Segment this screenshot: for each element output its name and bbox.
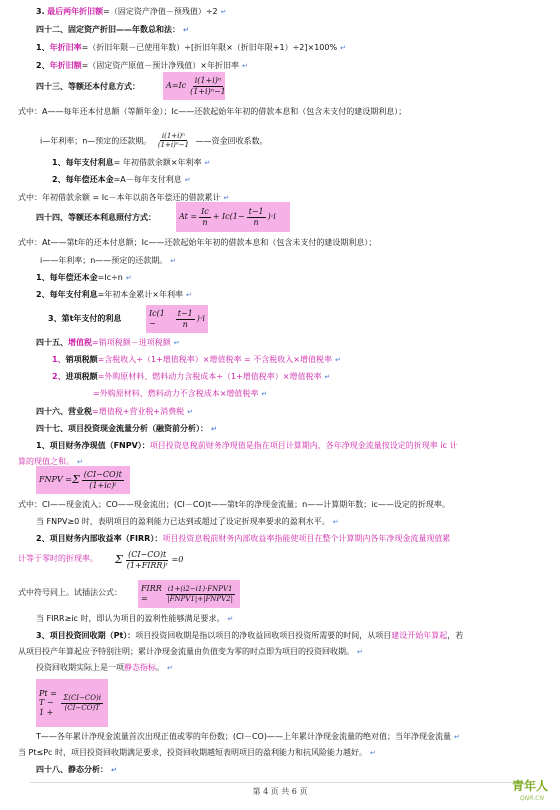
sigma-symbol: Σ — [71, 473, 80, 487]
item-term: 销项税额 — [65, 355, 98, 364]
section-43-heading — [36, 82, 140, 92]
interest-year-t-formula — [146, 305, 208, 333]
line-text: 式中：CI——现金流入；CO——现金流出；(CI－CO)t——第t年的净现金流量；n——计算期年数；ic——设定的折现率。 — [18, 500, 450, 509]
fraction-denominator: n — [253, 217, 259, 227]
formula-lhs: Ic(1 − — [149, 309, 165, 328]
line-output-tax — [52, 355, 341, 365]
heading-text: 四十七、项目投资现金流量分析（融资前分析）： — [36, 424, 208, 433]
return-icon: ↵ — [170, 257, 177, 265]
item-number: 1、 — [52, 355, 66, 364]
return-icon: ↵ — [261, 390, 268, 398]
return-icon: ↵ — [340, 44, 346, 52]
return-icon: ↵ — [334, 356, 341, 364]
section-44-heading — [36, 213, 156, 223]
item-text: =（固定资产原值－预计净残值）×年折旧率 — [81, 61, 239, 70]
fraction-denominator: (1+FIRR)ᵗ — [126, 560, 168, 570]
formula-fraction — [61, 694, 103, 712]
item-number: 2、 — [36, 534, 50, 543]
line-fnpv-notation — [18, 500, 450, 510]
item-number: 1、 — [36, 43, 50, 52]
line-payback-criterion — [18, 748, 376, 758]
line-text: T——各年累计净现金流量首次出现正值或零的年份数；(CI－CO)——上年累计净现金流量的绝对值；当年净现金流量 — [36, 732, 451, 741]
line-annuity-notation — [18, 107, 406, 117]
item-number: 1、 — [52, 158, 66, 167]
item-term: 项目财务内部收益率（FIRR）： — [49, 534, 163, 543]
footer-divider — [30, 782, 530, 783]
return-icon: ↵ — [187, 408, 193, 416]
line-text: =外购原材料、燃料动力不含税成本×增值税率 — [93, 389, 259, 398]
fraction-denominator: n — [182, 319, 188, 329]
return-icon: ↵ — [332, 518, 339, 526]
item-number: 2、 — [36, 61, 50, 70]
line-last-two-year-depreciation — [36, 7, 227, 17]
item-text: 项目投资息税前财务内部收益率指能使项目在整个计算期内各年净现金流量现值累 — [162, 534, 451, 543]
line-input-tax-alt — [93, 389, 267, 399]
return-icon: ↵ — [211, 425, 217, 433]
item-number: 2、 — [52, 372, 66, 381]
item-number: 2、 — [52, 175, 66, 184]
page-footer — [0, 787, 560, 797]
section-45-heading — [36, 338, 180, 348]
fraction-numerator: Σ(CI−CO)i — [63, 694, 101, 703]
line-text: i——年利率；n——预定的还款期。 — [40, 256, 168, 265]
formula-tail: )·i — [267, 212, 276, 222]
line-payback-notation — [36, 732, 460, 742]
annuity-formula — [163, 72, 225, 100]
return-icon: ↵ — [183, 26, 189, 34]
fraction-denominator: (CI−CO)T — [64, 703, 100, 712]
item-term: 项目财务净现值（FNPV）： — [49, 441, 150, 450]
return-icon: ↵ — [204, 159, 211, 167]
logo-subtext: QNR.CN — [520, 795, 544, 802]
line-firr-criterion — [36, 614, 233, 624]
line-payback-definition-cont — [18, 647, 363, 657]
line-fnpv-criterion — [36, 517, 339, 527]
line-rate-and-period — [40, 256, 176, 266]
formula-rhs: =0 — [171, 555, 184, 565]
item-term: 年折旧率 — [49, 43, 82, 52]
item-text: =（折旧年限－已使用年数）÷[折旧年限×（折旧年限+1）÷2]×100% — [81, 43, 338, 52]
formula-fraction — [165, 585, 235, 603]
fraction-numerator: (CI−CO)t — [83, 469, 122, 479]
item-text: 项目投资回收期是指以项目的净收益回收项目投资所需要的时间，从项目 — [135, 631, 392, 640]
line-principal-per-year — [36, 273, 132, 283]
return-icon: ↵ — [77, 458, 83, 466]
heading-text: 四十四、等额还本利息照付方式： — [36, 213, 156, 222]
item-text: =含税收入÷（1+增值税率）×增值税率 = 不含税收入×增值税率 — [97, 355, 332, 364]
return-icon: ↵ — [369, 749, 376, 757]
line-text: 计等于零时的折现率。 — [18, 554, 98, 563]
item-highlight: 建设开始年算起 — [391, 631, 448, 640]
item-text: =外购原材料、燃料动力含税成本÷（1+增值税率）×增值税率 — [97, 372, 322, 381]
item-number: 3. — [36, 7, 45, 16]
section-46-heading — [36, 407, 193, 417]
line-text: 投资回收期实际上是一项 — [36, 663, 124, 672]
item-number: 1、 — [36, 273, 50, 282]
line-text-tail: 。 — [156, 663, 164, 672]
fraction-numerator: i(1+i)ⁿ — [194, 75, 222, 85]
line-text: 式中符号同上。试插法公式： — [18, 588, 122, 597]
fraction-numerator: (CI−CO)t — [128, 549, 167, 559]
line-static-indicator — [36, 663, 173, 673]
firr-formula — [112, 546, 202, 574]
formula-middle: + Ic(1− — [212, 212, 245, 222]
item-term: 进项税额 — [65, 372, 98, 381]
formula-tail: )·i — [196, 314, 205, 324]
formula-lhs: At = — [179, 212, 198, 222]
item-term: 每年支付利息 — [49, 290, 98, 299]
item-text: =（固定资产净值－预残值）÷2 — [103, 7, 218, 16]
item-text: =Ic÷n — [97, 273, 123, 282]
formula-lhs: Pt = T − 1 + — [39, 688, 57, 717]
heading-definition: =增值税+营业税+消费税 — [92, 407, 185, 416]
line-fnpv-definition — [36, 441, 458, 451]
item-term: 每年偿还本金 — [65, 175, 114, 184]
return-icon: ↵ — [357, 648, 363, 656]
sigma-symbol: Σ — [115, 553, 123, 567]
line-text: 算的现值之和。 — [18, 457, 74, 466]
item-term: 每年偿还本金 — [49, 273, 98, 282]
fraction-numerator: t−1 — [177, 308, 193, 318]
return-icon: ↵ — [167, 664, 173, 672]
item-number: 1、 — [36, 441, 50, 450]
line-text: i—年利率；n—预定的还款期。 — [40, 136, 152, 146]
line-highlight: 静态指标 — [124, 663, 156, 672]
fraction-denominator: n — [202, 217, 208, 227]
formula-lhs: A=Ic — [166, 81, 187, 91]
line-text: 式中：A——每年还本付息额（等额年金）；Ic——还款起始年年初的借款本息和（包含未支付的建设期利息）； — [18, 107, 407, 116]
formula-lhs: FIRR = — [141, 584, 162, 603]
item-term: 每年支付利息 — [65, 158, 114, 167]
line-interest-per-year — [36, 290, 192, 300]
line-firr-definition — [36, 534, 450, 544]
item-number: 2、 — [36, 290, 50, 299]
formula-lhs: FNPV = — [39, 475, 72, 485]
item-number: 3、 — [36, 631, 50, 640]
return-icon: ↵ — [241, 62, 248, 70]
line-payback-definition — [36, 631, 463, 641]
section-47-heading — [36, 424, 217, 434]
item-term: 年折旧额 — [49, 61, 82, 70]
item-text: 项目投资息税前财务净现值是指在项目计算期内，各年净现金流量按设定的折现率 ic 计 — [149, 441, 458, 450]
line-interpolation — [18, 588, 122, 598]
heading-definition: =销项税额－进项税额 — [92, 338, 171, 347]
fraction-denominator: (1+i)ⁿ−1 — [190, 86, 226, 96]
item-term: 最后两年折旧额 — [47, 7, 104, 16]
logo-text: 青年人 — [512, 779, 549, 793]
line-annual-depreciation-amount — [36, 61, 248, 71]
return-icon: ↵ — [125, 274, 132, 282]
return-icon: ↵ — [111, 766, 117, 774]
fnpv-formula — [36, 466, 130, 494]
item-text: =年初本金累计×年利率 — [97, 290, 183, 299]
fraction-denominator: |FNPV1|+|FNPV2| — [167, 594, 233, 603]
item-term: 第t年支付的利息 — [61, 314, 122, 323]
equal-principal-formula — [176, 202, 290, 232]
return-icon: ↵ — [173, 339, 180, 347]
line-firr-definition-cont — [18, 554, 98, 564]
line-equal-principal-notation — [18, 238, 376, 248]
formula-fraction — [188, 76, 228, 96]
formula-fraction-ic-n — [199, 207, 211, 227]
line-text-after: ——资金回收系数。 — [195, 136, 268, 146]
line-text: 从项目投产年算起应予特别注明；累计净现金流量由负值变为零的时点即为项目的投资回收期。 — [18, 647, 354, 656]
line-interest-year-t — [48, 314, 121, 324]
line-text: 式中：年初借款余额 = Ic－本年以前各年偿还的借款累计 — [18, 193, 221, 202]
site-logo — [512, 779, 548, 793]
formula-fraction-t-n — [176, 309, 195, 329]
line-text: 式中：At——第t年的还本付息额；Ic——还款起始年年初的借款本息和（包含未支付的建设期利息）； — [18, 238, 377, 247]
heading-text: 四十二、固定资产折旧——年数总和法： — [36, 25, 180, 34]
formula-fraction-t-n — [247, 207, 266, 227]
site-logo-sub — [520, 795, 544, 802]
item-number: 3、 — [48, 314, 62, 323]
item-text: = 年初借款余额×年利率 — [113, 158, 202, 167]
fraction-numerator: i(1+i)ⁿ — [161, 132, 185, 140]
return-icon: ↵ — [184, 176, 191, 184]
item-text-tail: ，若 — [447, 631, 464, 640]
fraction-numerator: Ic — [201, 206, 209, 216]
line-capital-recovery — [40, 132, 268, 150]
section-48-heading — [36, 765, 117, 775]
return-icon: ↵ — [227, 615, 234, 623]
line-input-tax — [52, 372, 330, 382]
line-text: 当 FIRR≥ic 时，即认为项目的盈利性能够满足要求。 — [36, 614, 225, 623]
line-text: 当 Pt≤Pc 时，项目投资回收期满足要求，投资回收期越短表明项目的盈利能力和抗风险能力越好。 — [18, 748, 367, 757]
formula-fraction — [82, 470, 124, 490]
fraction-numerator: t−1 — [248, 206, 264, 216]
line-annual-interest — [52, 158, 210, 168]
line-text: 当 FNPV≥0 时，表明项目的盈利能力已达到或超过了设定折现率要求的盈利水平。 — [36, 517, 330, 526]
return-icon: ↵ — [220, 8, 227, 16]
return-icon: ↵ — [185, 291, 192, 299]
heading-text: 四十三、等额还本付息方式： — [36, 82, 140, 91]
line-annual-depreciation-rate — [36, 43, 346, 53]
formula-fraction — [125, 550, 170, 570]
return-icon: ↵ — [223, 194, 230, 202]
fraction-denominator: (1+ic)ᵗ — [89, 480, 117, 490]
heading-text: 四十六、营业税 — [36, 407, 92, 416]
fraction-numerator: i1+(i2−i1)·FNPV1 — [167, 585, 233, 594]
fraction-denominator: (1+i)ⁿ−1 — [157, 141, 190, 150]
recovery-factor-fraction — [156, 132, 191, 150]
interpolation-formula — [138, 580, 240, 608]
heading-term: 增值税 — [68, 338, 92, 347]
heading-text: 四十五、 — [36, 338, 68, 347]
item-term: 项目投资回收期（Pt）： — [49, 631, 136, 640]
payback-formula — [36, 679, 108, 727]
item-text: =A－每年支付利息 — [113, 175, 182, 184]
heading-text: 四十八、静态分析： — [36, 765, 108, 774]
return-icon: ↵ — [453, 733, 460, 741]
return-icon: ↵ — [324, 373, 331, 381]
section-42-heading — [36, 25, 189, 35]
page-number: 第 4 页 共 6 页 — [252, 787, 308, 796]
line-annual-principal — [52, 175, 191, 185]
